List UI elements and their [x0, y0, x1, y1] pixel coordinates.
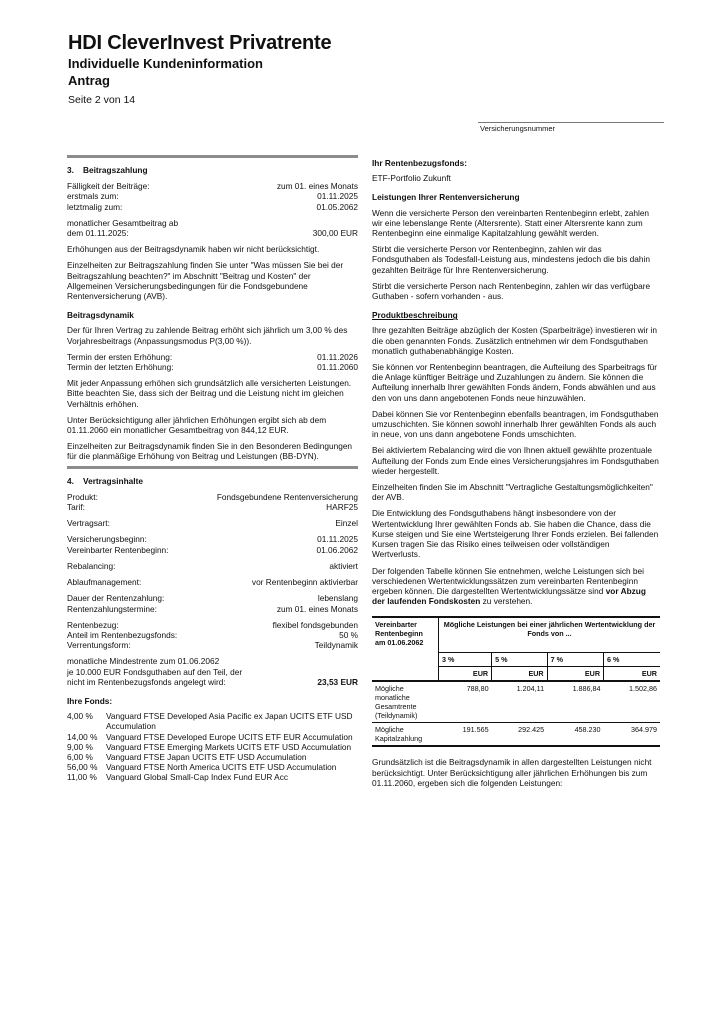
- unit-header: EUR: [604, 667, 660, 682]
- table-row: [372, 681, 660, 723]
- paragraph: Einzelheiten zur Beitragsdynamik finden Sie in den Besonderen Bedingungen für die planmäßige Erhöhung von Beitrag und Leistungen (BB-DYN).: [67, 441, 353, 462]
- paragraph: Der für Ihren Vertrag zu zahlende Beitrag erhöht sich jährlich um 3,00 % des Vorjahresbeitrags (Anpassungsmodus P(3,00 %)).: [67, 325, 348, 346]
- kv-row: Produkt: Fondsgebundene Rentenversicherung: [67, 491, 358, 502]
- kv-row: letztmalig zum: 01.05.2062: [67, 201, 358, 212]
- fund-list: [67, 711, 358, 782]
- kv-row: Dauer der Rentenzahlung: lebenslang: [67, 593, 358, 604]
- page-number: Seite 2 von 14: [68, 94, 136, 106]
- paragraph: Ihre gezahlten Beiträge abzüglich der Kosten (Sparbeiträge) investieren wir in die oben genannten Fonds. Zusätzlich entnehmen wir dem Fondsguthaben monatlich guthabenabhängige Kosten.: [372, 325, 658, 356]
- subheading-beitragsdynamik: Beitragsdynamik: [67, 310, 134, 321]
- total-premium: monatlicher Gesamtbeitrag ab dem 01.11.2025: 300,00 EUR: [67, 217, 358, 239]
- unit-header: EUR: [439, 667, 492, 682]
- paragraph: Erhöhungen aus der Beitragsdynamik haben wir nicht berücksichtigt.: [67, 244, 320, 255]
- section-heading-vertragsinhalte: 4. Vertragsinhalte: [67, 475, 143, 486]
- section-divider: [67, 466, 358, 469]
- paragraph: Stirbt die versicherte Person vor Rentenbeginn, zahlen wir das Fondsguthaben als Todesfall-Leistung aus, mindestens jedoch die bis dahin gezahlten Beiträge für Ihre Rentenversicherung.: [372, 244, 650, 275]
- section-heading-beitragszahlung: 3. Beitragszahlung: [67, 165, 148, 175]
- paragraph: Wenn die versicherte Person den vereinbarten Rentenbeginn erlebt, zahlen wir eine lebenslange Rente (Altersrente). Statt einer Altersrente kann zum Rentenbeginn eine einmalige Kapitalzahlung gewählt werden.: [372, 207, 650, 239]
- table-cell: 191.565: [439, 723, 492, 747]
- fund-item: 9,00 % Vanguard FTSE Emerging Markets UCITS ETF USD Accumulation: [67, 741, 352, 752]
- table-cell: 1.502,86: [604, 681, 660, 723]
- kv-row: dem 01.11.2025: 300,00 EUR: [67, 228, 358, 239]
- minimum-pension: monatliche Mindestrente zum 01.06.2062 je 10.000 EUR Fondsguthaben auf den Teil, der nicht im Rentenbezugsfonds angelegt wird: 23,53 EUR: [67, 656, 358, 687]
- kv-row: Vertragsart: Einzel: [67, 518, 358, 529]
- paragraph: Bei aktiviertem Rebalancing wird die von Ihnen aktuell gewählte prozentuale Aufteilung der Fonds zum Ende eines Versicherungsjahres im Fondsguthaben wieder hergestellt.: [372, 445, 659, 476]
- row-label: Mögliche monatliche Gesamtrente (Teildynamik): [372, 681, 439, 723]
- table-header: Mögliche Leistungen bei einer jährlichen Wertentwicklung der Fonds von ...: [439, 617, 661, 653]
- kv-row: Versicherungsbeginn: 01.11.2025: [67, 534, 358, 545]
- table-cell: 364.979: [604, 723, 660, 747]
- table-row: [372, 723, 660, 747]
- table-cell: 788,80: [439, 681, 492, 723]
- section-divider: [67, 155, 358, 158]
- benefits-table: [372, 616, 660, 747]
- paragraph: Einzelheiten zur Beitragszahlung finden Sie unter "Was müssen Sie bei der Beitragszahlung beachten?" im Abschnitt "Beitrag und Kosten" der Allgemeinen Versicherungsbedingungen für die Fondsgebundene Rentenversicherung (AVB).: [67, 260, 344, 302]
- fund-item: 6,00 % Vanguard FTSE Japan UCITS ETF USD Accumulation: [67, 751, 307, 762]
- product-description-heading: Produktbeschreibung: [372, 310, 458, 321]
- paragraph: Stirbt die versicherte Person nach Rentenbeginn, zahlen wir das verfügbare Guthaben - sofern vorhanden - aus.: [372, 280, 651, 302]
- kv-row: Termin der letzten Erhöhung: 01.11.2060: [67, 362, 358, 373]
- kv-row: Anteil im Rentenbezugsfonds: 50 %: [67, 629, 358, 640]
- kv-row: Tarif: HARF25: [67, 502, 358, 513]
- policy-number-field: Versicherungsnummer: [478, 122, 664, 133]
- kv-row: Rentenbezug: flexibel fondsgebunden: [67, 619, 358, 630]
- kv-row: Rebalancing: aktiviert: [67, 560, 358, 571]
- kv-row: erstmals zum: 01.11.2025: [67, 191, 358, 202]
- document-title: HDI CleverInvest Privatrente: [68, 32, 332, 54]
- kv-row: Ablaufmanagement: vor Rentenbeginn aktivierbar: [67, 577, 358, 588]
- kv-row: Verrentungsform: Teildynamik: [67, 640, 358, 651]
- unit-header: EUR: [492, 667, 548, 682]
- paragraph: Einzelheiten finden Sie im Abschnitt "Vertragliche Gestaltungsmöglichkeiten" der AVB.: [372, 482, 653, 503]
- paragraph: Grundsätzlich ist die Beitragsdynamik in allen dargestellten Leistungen nicht berücksichtigt. Unter Berücksichtigung aller jährlichen Erhöhungen bis zum 01.11.2060, ergeben sich die folgenden Leistungen:: [372, 757, 652, 788]
- row-label: Mögliche Kapitalzahlung: [372, 723, 439, 747]
- benefits-heading: Leistungen Ihrer Rentenversicherung: [372, 192, 520, 203]
- table-cell: 458.230: [547, 723, 603, 747]
- paragraph: Die Entwicklung des Fondsguthabens hängt insbesondere von der Wertentwicklung Ihrer gewählten Fonds ab. Sie haben die Chance, dass die Kurse steigen und Sie eine Wertsteigerung Ihrer Fonds erzielen. Bei fallenden Kursen tragen Sie das Risiko eines teilweisen oder vollständigen Wertverlusts.: [372, 508, 659, 560]
- kv-row: Fälligkeit der Beiträge: zum 01. eines Monats: [67, 181, 358, 192]
- rate-header: 6 %: [604, 653, 660, 667]
- paragraph: Unter Berücksichtigung aller jährlichen Erhöhungen ergibt sich ab dem 01.11.2060 ein monatlicher Gesamtbeitrag von 844,12 EUR.: [67, 414, 327, 436]
- funds-heading: Ihre Fonds:: [67, 695, 113, 706]
- table-cell: 1.886,84: [547, 681, 603, 723]
- kv-row: nicht im Rentenbezugsfonds angelegt wird: 23,53 EUR: [67, 676, 358, 687]
- paragraph: Der folgenden Tabelle können Sie entnehmen, welche Leistungen sich bei verschiedenen Wertentwicklungssätzen zum vereinbarten Rentenbeginn ergeben können. Die dargestellten Wertentwicklungssätze sind vor Abzug der laufenden Fondskosten zu verstehen.: [372, 565, 646, 607]
- fund-item: 14,00 % Vanguard FTSE Developed Europe UCITS ETF EUR Accumulation: [67, 731, 353, 742]
- right-column: [372, 155, 660, 794]
- rate-header: 7 %: [547, 653, 603, 667]
- fund-item: 11,00 % Vanguard Global Small-Cap Index Fund EUR Acc: [67, 772, 289, 783]
- paragraph: Mit jeder Anpassung erhöhen sich grundsätzlich alle versicherten Leistungen. Bitte beachten Sie, dass sich der Beitrag und die Leistung nicht im gleichen Verhältnis erhöhen.: [67, 378, 352, 409]
- fund-item: 4,00 % Vanguard FTSE Developed Asia Pacific ex Japan UCITS ETF USD Accumulation: [67, 711, 353, 732]
- document-header: [68, 31, 331, 109]
- left-column: [67, 155, 358, 783]
- rate-header: 3 %: [439, 653, 492, 667]
- kv-row: Rentenzahlungstermine: zum 01. eines Monats: [67, 603, 358, 614]
- kv-row: Termin der ersten Erhöhung: 01.11.2026: [67, 351, 358, 362]
- paragraph: Dabei können Sie vor Rentenbeginn ebenfalls beantragen, im Fondsguthaben umzuschichten. Sie können sowohl innerhalb Ihrer gewählten Fonds als auch in neue, von uns dann angebotene Fonds umschichten.: [372, 408, 659, 440]
- unit-header: EUR: [547, 667, 603, 682]
- kv-row: Vereinbarter Rentenbeginn: 01.06.2062: [67, 544, 358, 555]
- table-cell: 1.204,11: [492, 681, 548, 723]
- pension-fund-value: ETF-Portfolio Zukunft: [372, 173, 451, 184]
- document-type: Antrag: [68, 73, 110, 88]
- fund-item: 56,00 % Vanguard FTSE North America UCITS ETF USD Accumulation: [67, 762, 337, 773]
- paragraph: Sie können vor Rentenbeginn beantragen, die Aufteilung des Sparbeitrags für die Anlage künftiger Beiträge und Zuzahlungen zu ändern. Sie können die Aufteilung innerhalb Ihrer gewählten Fonds ändern, Fonds abwählen und aus den von uns dann angebotenen Fonds neue hinzuwählen.: [372, 362, 658, 403]
- rate-header: 5 %: [492, 653, 548, 667]
- table-cell: 292.425: [492, 723, 548, 747]
- document-subtitle: Individuelle Kundeninformation: [68, 56, 263, 71]
- increase-dates: [67, 352, 358, 372]
- table-corner-label: Vereinbarter Rentenbeginn am 01.06.2062: [372, 617, 439, 667]
- pension-fund-heading: Ihr Rentenbezugsfonds:: [372, 158, 467, 168]
- payment-dates: [67, 181, 358, 212]
